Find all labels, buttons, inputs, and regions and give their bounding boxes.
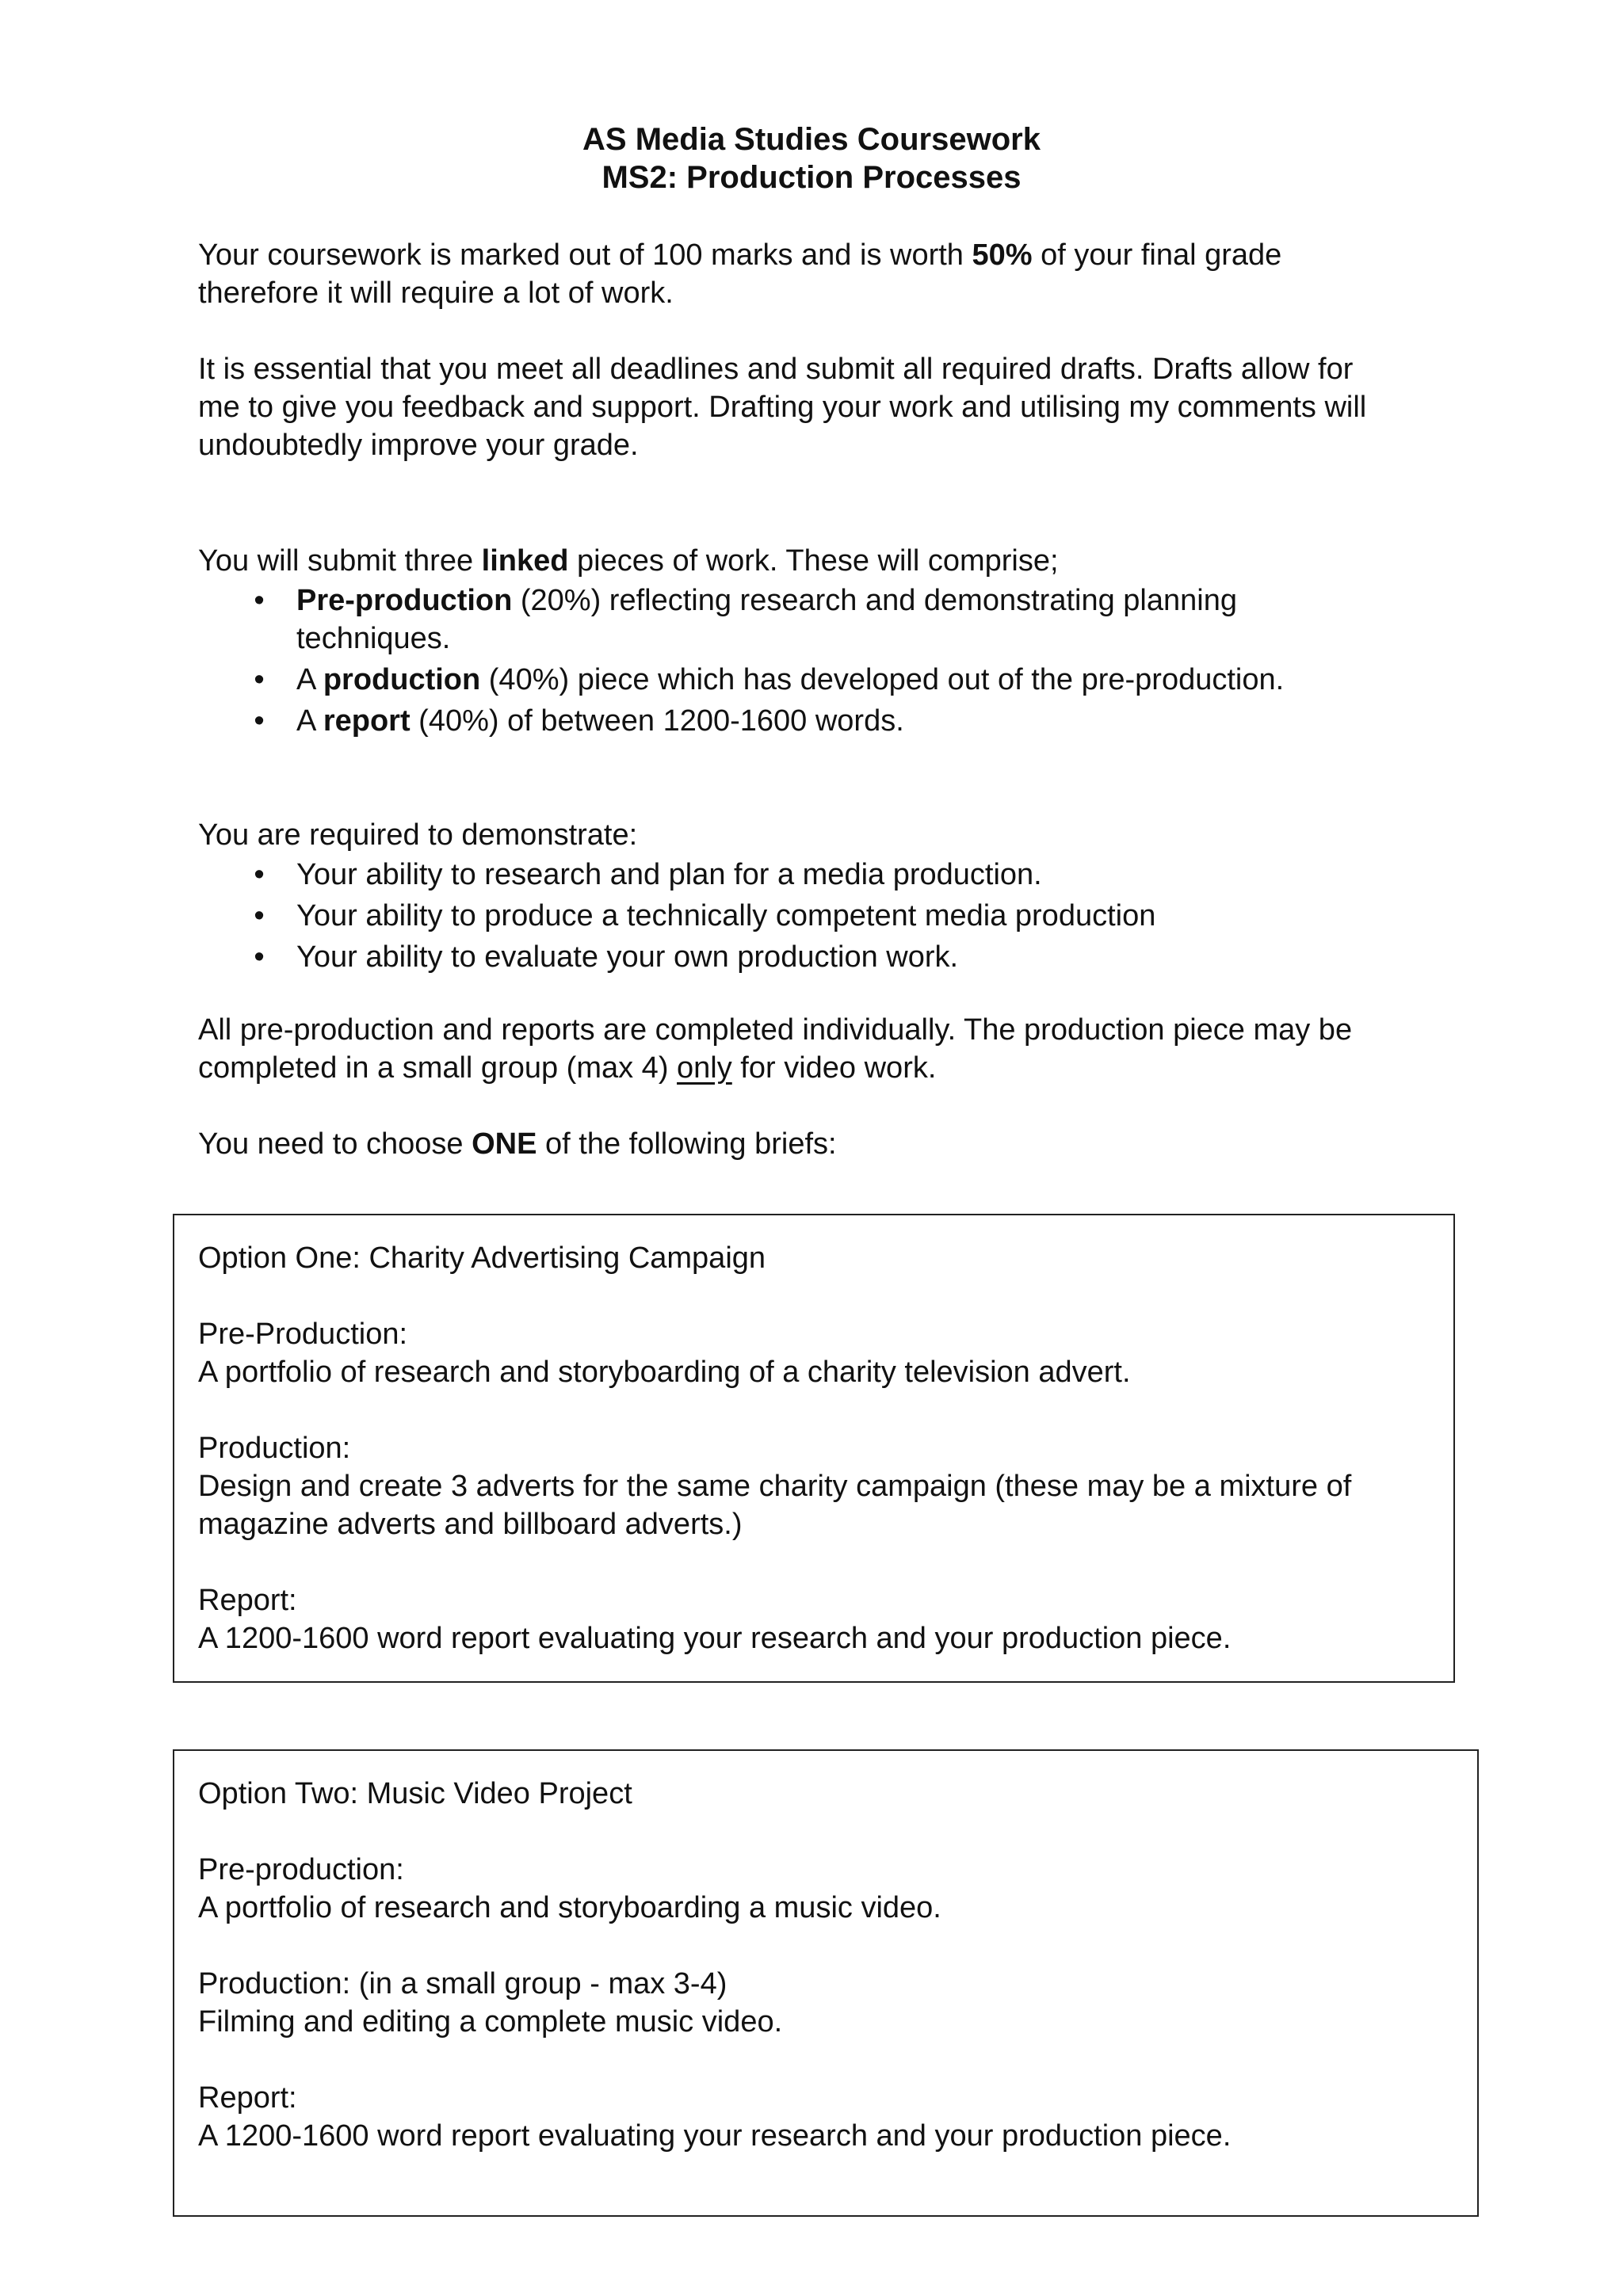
pre-production-label: Pre-Production: xyxy=(198,1318,408,1351)
submit-text: You will submit three xyxy=(198,544,482,578)
demonstrate-lead: You are required to demonstrate: xyxy=(198,818,638,852)
option-two-content xyxy=(198,1775,1453,2155)
bullet-text: (40%) piece which has developed out of the pre-production. xyxy=(480,663,1285,696)
list-item xyxy=(198,938,1434,976)
bullet-icon: • xyxy=(254,858,265,891)
group-text: completed in a small group (max 4) xyxy=(198,1051,678,1085)
bullet-icon: • xyxy=(254,899,265,933)
bullet-icon: • xyxy=(254,940,265,974)
production-label: Production: xyxy=(198,1432,351,1465)
choose-text: You need to choose xyxy=(198,1127,472,1161)
group-text: All pre-production and reports are completed individually. The production piece may be xyxy=(198,1013,1353,1047)
option-one-content xyxy=(198,1239,1430,1657)
linked-term: linked xyxy=(481,544,569,578)
spacer xyxy=(198,1277,1430,1315)
demonstrate-bullet-list xyxy=(198,856,1434,976)
choose-paragraph xyxy=(198,1125,1434,1163)
submit-lead xyxy=(198,542,1434,580)
pre-production-text: A portfolio of research and storyboarding of a charity television advert. xyxy=(198,1356,1131,1389)
bullet-text: Your ability to evaluate your own production work. xyxy=(296,940,959,974)
intro-text: Your coursework is marked out of 100 marks and is worth xyxy=(198,238,972,272)
bullet-term: report xyxy=(323,704,411,738)
bullet-text: Your ability to produce a technically competent media production xyxy=(296,899,1156,933)
spacer xyxy=(198,1391,1430,1429)
production-text: Design and create 3 adverts for the same charity campaign (these may be a mixture of xyxy=(198,1470,1352,1503)
spacer xyxy=(198,2041,1453,2079)
list-item xyxy=(198,856,1434,894)
bullet-text: A xyxy=(296,704,323,738)
pre-production-label: Pre-production: xyxy=(198,1853,404,1886)
intro-paragraph-1 xyxy=(198,236,1434,312)
bullet-icon: • xyxy=(254,584,265,617)
bullet-text: Your ability to research and plan for a media production. xyxy=(296,858,1042,891)
bullet-icon: • xyxy=(254,663,265,696)
intro-paragraph-2 xyxy=(198,350,1434,464)
bullet-text: A xyxy=(296,663,323,696)
production-text: magazine adverts and billboard adverts.) xyxy=(198,1508,743,1541)
list-item xyxy=(198,702,1434,740)
report-text: A 1200-1600 word report evaluating your research and your production piece. xyxy=(198,1622,1232,1655)
intro-text: me to give you feedback and support. Drafting your work and utilising my comments will xyxy=(198,391,1367,424)
intro-text: therefore it will require a lot of work. xyxy=(198,277,674,310)
intro-text: of your final grade xyxy=(1032,238,1282,272)
list-item xyxy=(198,897,1434,935)
report-label: Report: xyxy=(198,1584,297,1617)
submit-text: pieces of work. These will comprise; xyxy=(568,544,1059,578)
intro-text: undoubtedly improve your grade. xyxy=(198,429,639,462)
grade-weight: 50% xyxy=(972,238,1033,272)
submit-bullet-list xyxy=(198,582,1434,740)
pre-production-text: A portfolio of research and storyboarding a music video. xyxy=(198,1891,941,1924)
option-two-heading: Option Two: Music Video Project xyxy=(198,1777,632,1810)
group-text: for video work. xyxy=(731,1051,937,1085)
document-title: AS Media Studies Coursework xyxy=(582,122,1041,157)
spacer xyxy=(198,1813,1453,1851)
bullet-text: (40%) of between 1200-1600 words. xyxy=(410,704,904,738)
intro-text: It is essential that you meet all deadlines and submit all required drafts. Drafts allow for xyxy=(198,353,1354,386)
production-label: Production: (in a small group - max 3-4) xyxy=(198,1967,727,2000)
option-one-heading: Option One: Charity Advertising Campaign xyxy=(198,1241,766,1275)
production-text: Filming and editing a complete music video. xyxy=(198,2005,783,2039)
report-label: Report: xyxy=(198,2081,297,2115)
option-one-box xyxy=(173,1214,1455,1683)
document-subtitle: MS2: Production Processes xyxy=(601,160,1022,195)
report-text: A 1200-1600 word report evaluating your research and your production piece. xyxy=(198,2119,1232,2153)
bullet-term: production xyxy=(323,663,481,696)
only-emphasis: only xyxy=(677,1051,732,1085)
bullet-icon: • xyxy=(254,704,265,738)
bullet-term: Pre-production xyxy=(296,584,513,617)
group-paragraph xyxy=(198,1011,1434,1087)
list-item xyxy=(198,582,1434,658)
bullet-text: techniques. xyxy=(296,622,451,655)
spacer xyxy=(198,1543,1430,1581)
list-item xyxy=(198,661,1434,699)
bullet-text: (20%) reflecting research and demonstrating planning xyxy=(512,584,1237,617)
spacer xyxy=(198,1927,1453,1965)
one-emphasis: ONE xyxy=(472,1127,537,1161)
option-two-box xyxy=(173,1749,1479,2217)
choose-text: of the following briefs: xyxy=(537,1127,837,1161)
